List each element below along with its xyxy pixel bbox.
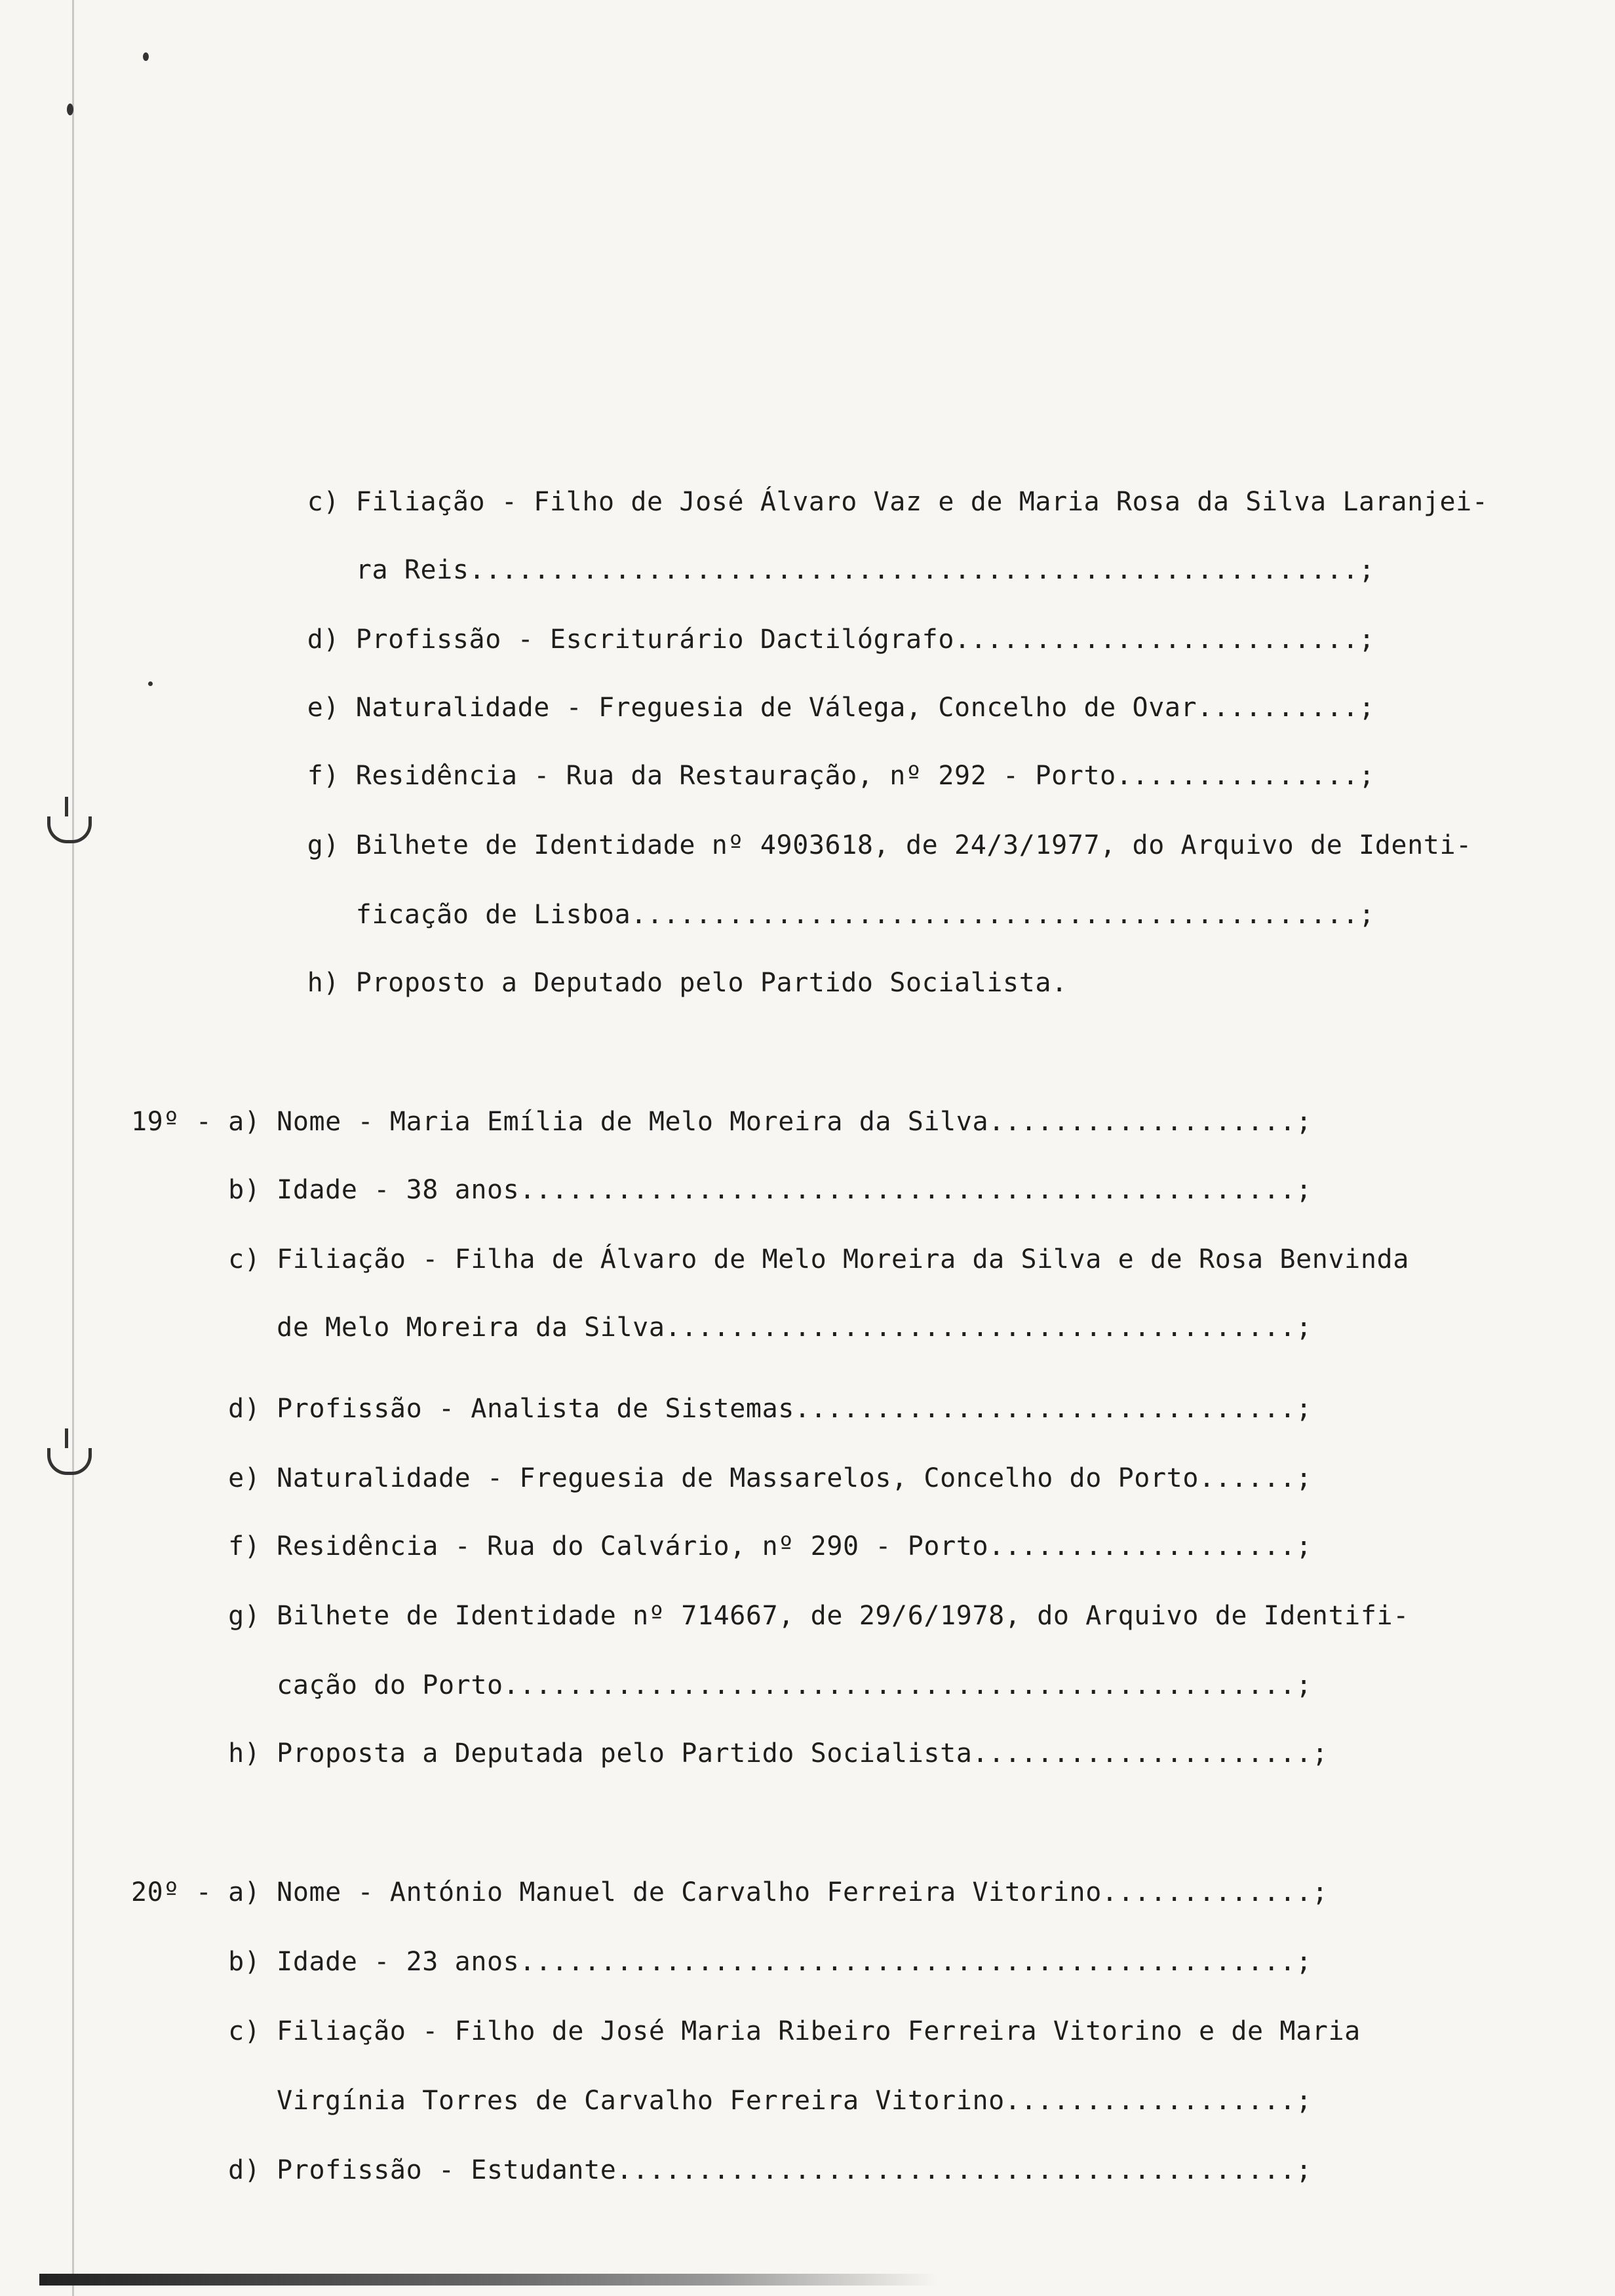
text-line: ra Reis.......................................................; bbox=[243, 555, 1375, 585]
punch-hole-icon bbox=[47, 1448, 92, 1475]
text-line: d) Profissão - Analista de Sistemas...............................; bbox=[131, 1394, 1312, 1424]
text-line: 19º - a) Nome - Maria Emília de Melo Moreira da Silva...................; bbox=[131, 1107, 1312, 1137]
text-line: c) Filiação - Filho de José Maria Ribeiro Ferreira Vitorino e de Maria bbox=[131, 2016, 1361, 2046]
text-line: d) Profissão - Escriturário Dactilógrafo.........................; bbox=[243, 624, 1375, 655]
text-line: h) Proposta a Deputada pelo Partido Socialista.....................; bbox=[131, 1738, 1329, 1769]
text-line: Virgínia Torres de Carvalho Ferreira Vitorino..................; bbox=[131, 2086, 1312, 2116]
ink-speck bbox=[148, 681, 153, 686]
ink-speck bbox=[67, 104, 73, 115]
text-line: g) Bilhete de Identidade nº 4903618, de 24/3/1977, do Arquivo de Identi- bbox=[243, 830, 1472, 860]
text-line: d) Profissão - Estudante..........................................; bbox=[131, 2155, 1312, 2185]
text-line: f) Residência - Rua da Restauração, nº 292 - Porto...............; bbox=[243, 761, 1375, 791]
text-line: g) Bilhete de Identidade nº 714667, de 29/6/1978, do Arquivo de Identifi- bbox=[131, 1601, 1409, 1631]
text-line: 20º - a) Nome - António Manuel de Carvalho Ferreira Vitorino.............; bbox=[131, 1877, 1329, 1907]
text-line: b) Idade - 23 anos................................................; bbox=[131, 1947, 1312, 1977]
text-line: c) Filiação - Filha de Álvaro de Melo Moreira da Silva e de Rosa Benvinda bbox=[131, 1244, 1409, 1274]
text-line: de Melo Moreira da Silva.......................................; bbox=[131, 1312, 1312, 1343]
text-line: h) Proposto a Deputado pelo Partido Socialista. bbox=[243, 968, 1068, 998]
text-line: b) Idade - 38 anos................................................; bbox=[131, 1175, 1312, 1205]
scan-bottom-edge bbox=[39, 2274, 937, 2286]
left-margin-rule bbox=[72, 0, 74, 2296]
text-line: e) Naturalidade - Freguesia de Válega, Concelho de Ovar..........; bbox=[243, 693, 1375, 723]
ink-speck bbox=[143, 52, 149, 61]
text-line: c) Filiação - Filho de José Álvaro Vaz e de Maria Rosa da Silva Laranjei- bbox=[243, 487, 1489, 517]
text-line: f) Residência - Rua do Calvário, nº 290 - Porto...................; bbox=[131, 1531, 1312, 1561]
text-line: ficação de Lisboa.............................................; bbox=[243, 900, 1375, 930]
text-line: e) Naturalidade - Freguesia de Massarelos, Concelho do Porto......; bbox=[131, 1463, 1312, 1493]
typed-text-block bbox=[131, 482, 1553, 2238]
text-line: cação do Porto.................................................; bbox=[131, 1670, 1312, 1700]
punch-hole-icon bbox=[47, 816, 92, 843]
